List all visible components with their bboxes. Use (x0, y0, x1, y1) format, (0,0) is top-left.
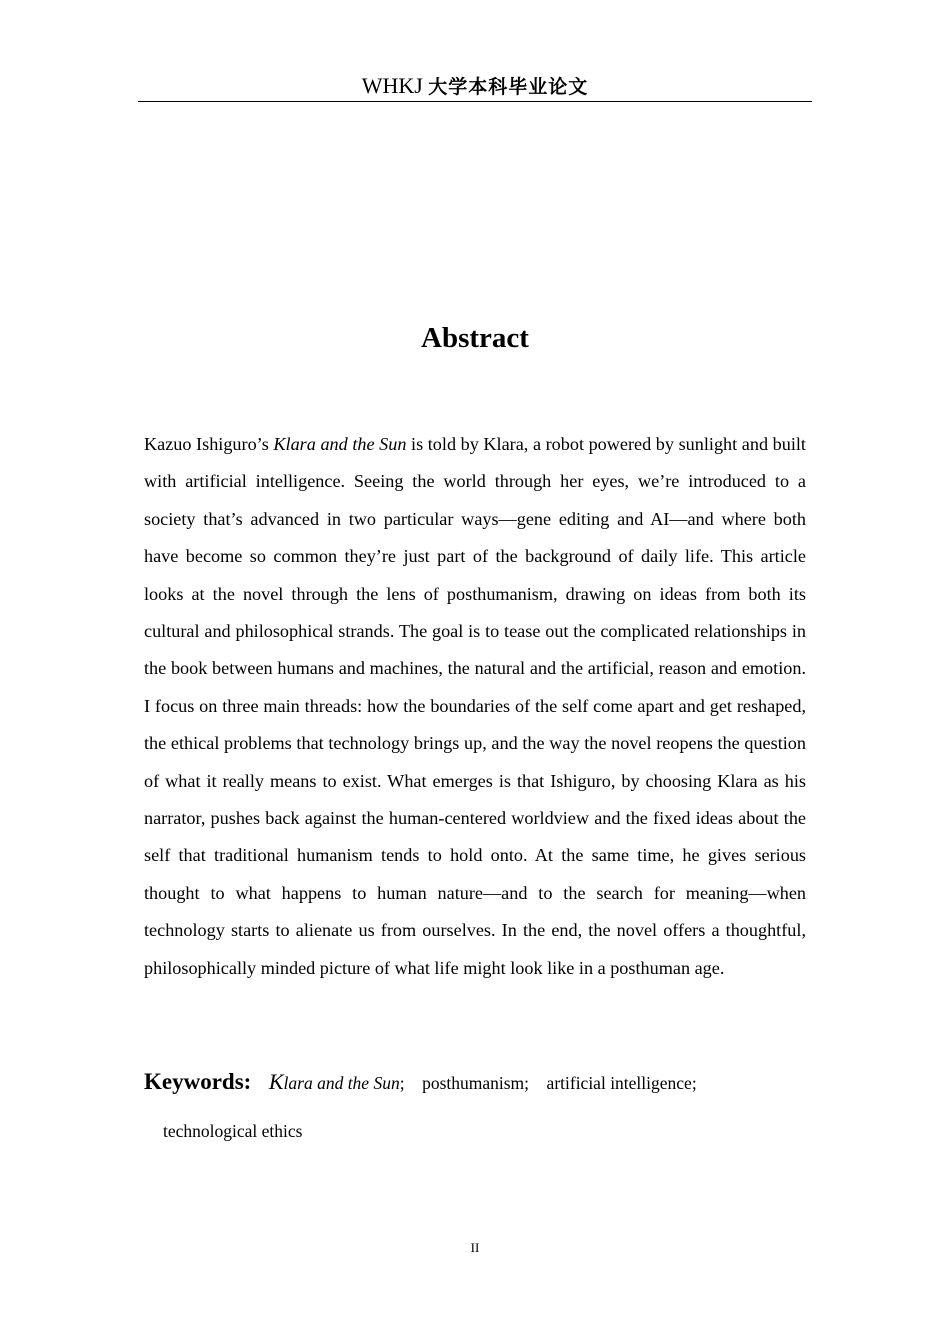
keyword-separator: ; (524, 1073, 530, 1093)
keyword-item: artificial intelligence (546, 1073, 692, 1093)
keywords-label: Keywords: (144, 1069, 252, 1094)
keyword-novel-title: Klara and the Sun (268, 1069, 400, 1094)
keywords-line-1 (144, 1058, 806, 1107)
header-thesis-label: 大学本科毕业论文 (428, 76, 589, 98)
keyword-separator: ; (691, 1073, 697, 1093)
abstract-title: Abstract (421, 322, 529, 354)
abstract-intro: Kazuo Ishiguro’s (144, 434, 274, 454)
keyword-separator: ; (399, 1073, 405, 1093)
keyword-item: posthumanism (422, 1073, 525, 1093)
keywords-section (144, 1058, 806, 1155)
running-header (138, 70, 812, 102)
novel-title: Klara and the Sun (273, 434, 407, 454)
abstract-paragraph (144, 426, 806, 987)
keywords-line-2 (144, 1107, 806, 1155)
keyword-item: technological ethics (163, 1121, 303, 1141)
header-institution: WHKJ (361, 73, 423, 98)
abstract-body-text: is told by Klara, a robot powered by sunlight and built with artificial intelligence. Seeing the world through her eyes, we’re introduced to a society that’s advanced in two particular ways—gene editing and AI—and where both have become so common they’re just part of the background of daily life. This article looks at the novel through the lens of posthumanism, drawing on ideas from both its cultural and philosophical strands. The goal is to tease out the complicated relationships in the book between humans and machines, the natural and the artificial, reason and emotion. I focus on three main threads: how the boundaries of the self come apart and get reshaped, the ethical problems that technology brings up, and the way the novel reopens the question of what it really means to exist. What emerges is that Ishiguro, by choosing Klara as his narrator, pushes back against the human-centered worldview and the fixed ideas about the self that traditional humanism tends to hold onto. At the same time, he gives serious thought to what happens to human nature—and to the search for meaning—when technology starts to alienate us from ourselves. In the end, the novel offers a thoughtful, philosophically minded picture of what life might look like in a posthuman age. (144, 434, 806, 978)
page-number: II (470, 1240, 480, 1255)
